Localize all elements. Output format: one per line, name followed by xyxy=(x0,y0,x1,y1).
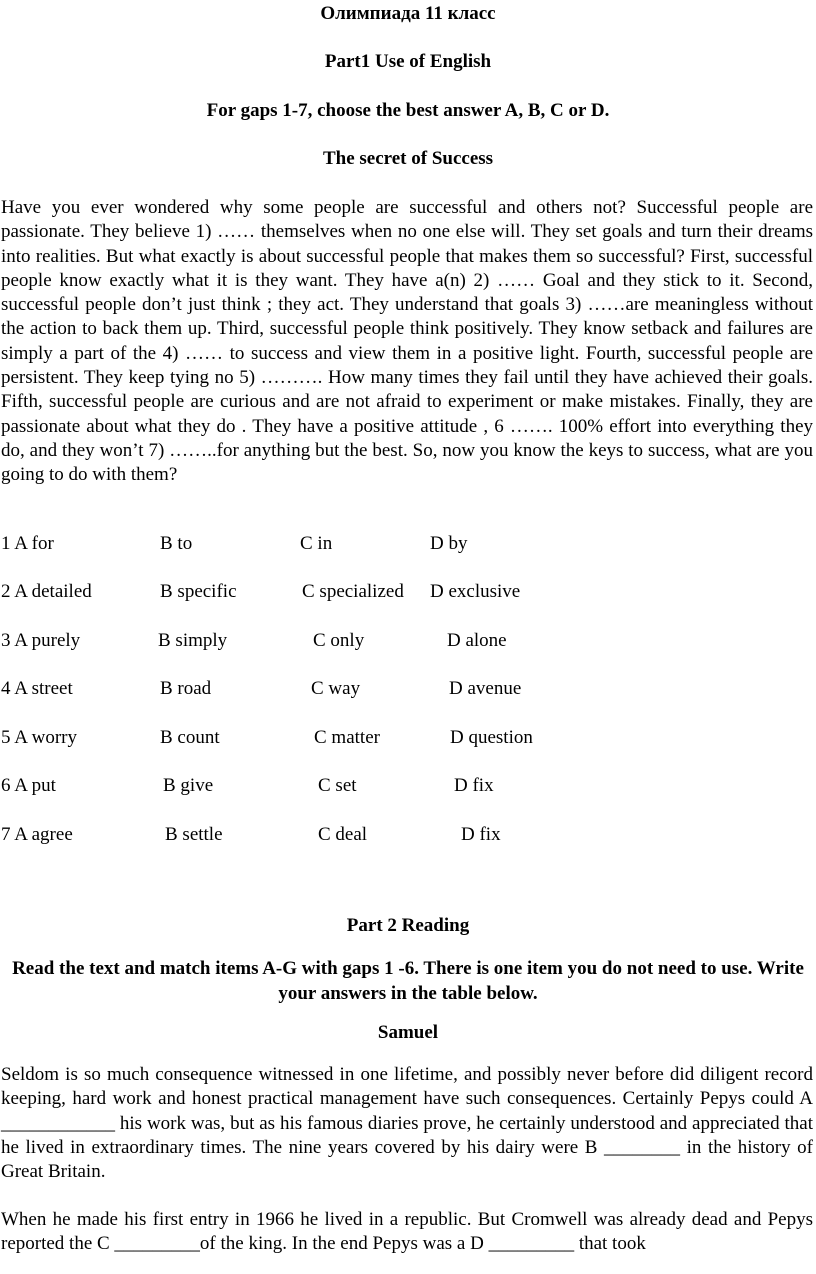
option-d: D alone xyxy=(447,630,507,651)
option-c: C deal xyxy=(318,824,368,845)
option-b: B count xyxy=(160,727,220,748)
option-b: B simply xyxy=(158,630,228,651)
option-a: 7 A agree xyxy=(1,824,73,845)
option-a: 4 A street xyxy=(1,678,73,699)
option-a: 1 A for xyxy=(1,533,54,554)
option-b: B road xyxy=(160,678,212,699)
option-c: C specialized xyxy=(302,581,404,602)
text2-paragraph: Seldom is so much consequence witnessed in one lifetime, and possibly never before did diligent record keeping, hard work and honest practical management have such consequences. Certainly Pepys could A ____________ his work was, but as his famous diaries prove, he certainly understood and appreciated that he lived in extraordinary times. The nine years covered by his dairy were B ________ in the history of Great Britain. xyxy=(1,1064,813,1183)
option-d: D avenue xyxy=(449,678,522,699)
part2-instruction: Read the text and match items A-G with gaps 1 -6. There is one item you do not need to use. Write your answers in the table below. xyxy=(12,958,804,1004)
option-a: 5 A worry xyxy=(1,727,77,748)
option-c: C set xyxy=(318,775,357,796)
option-a: 6 A put xyxy=(1,775,56,796)
option-d: D fix xyxy=(461,824,501,845)
option-b: B settle xyxy=(165,824,223,845)
text2-paragraph-2 xyxy=(1,1208,813,1257)
document-title: Олимпиада 11 класс xyxy=(320,3,496,24)
option-d: D by xyxy=(430,533,468,554)
option-c: C in xyxy=(300,533,333,554)
option-d: D exclusive xyxy=(430,581,521,602)
part1-instruction: For gaps 1-7, choose the best answer A, B, C or D. xyxy=(206,100,610,121)
part1-title: Part1 Use of English xyxy=(324,51,492,72)
option-a: 3 A purely xyxy=(1,630,81,651)
option-d: D fix xyxy=(454,775,494,796)
option-c: C way xyxy=(311,678,361,699)
text1-paragraph: Have you ever wondered why some people are successful and others not? Successful people are passionate. They believe 1) …… themselves when no one else will. They set goals and turn their dreams into realities. But what exactly is about successful people that makes them so successful? First, successful people know exactly what it is they want. They have a(n) 2) …… Goal and they stick to it. Second, successful people don’t just think ; they act. They understand that goals 3) ……are meaningless without the action to back them up. Third, successful people think positively. They know setback and failures are simply a part of the 4) …… to success and view them in a positive light. Fourth, successful people are persistent. They keep tying no 5) ………. How many times they fail until they have achieved their goals. Fifth, successful people are curious and are not afraid to experiment or make mistakes. Finally, they are passionate about what they do . They have a positive attitude , 6 ……. 100% effort into everything they do, and they won’t 7) ……..for anything but the best. So, now you know the keys to success, what are you going to do with them? xyxy=(1,197,813,486)
option-b: B give xyxy=(163,775,214,796)
option-b: B specific xyxy=(160,581,237,602)
option-b: B to xyxy=(160,533,193,554)
option-a: 2 A detailed xyxy=(1,581,92,602)
text2-title: Samuel xyxy=(377,1022,439,1043)
text1-title: The secret of Success xyxy=(322,148,494,169)
text1-body xyxy=(1,196,813,488)
part2-title: Part 2 Reading xyxy=(346,915,470,936)
option-c: C only xyxy=(313,630,365,651)
option-c: C matter xyxy=(314,727,380,748)
text2-paragraph: When he made his first entry in 1966 he lived in a republic. But Cromwell was already dead and Pepys reported the C _________of the king. In the end Pepys was a D _________ that took xyxy=(1,1209,813,1255)
option-d: D question xyxy=(450,727,533,748)
text2-paragraph-1 xyxy=(1,1063,813,1184)
